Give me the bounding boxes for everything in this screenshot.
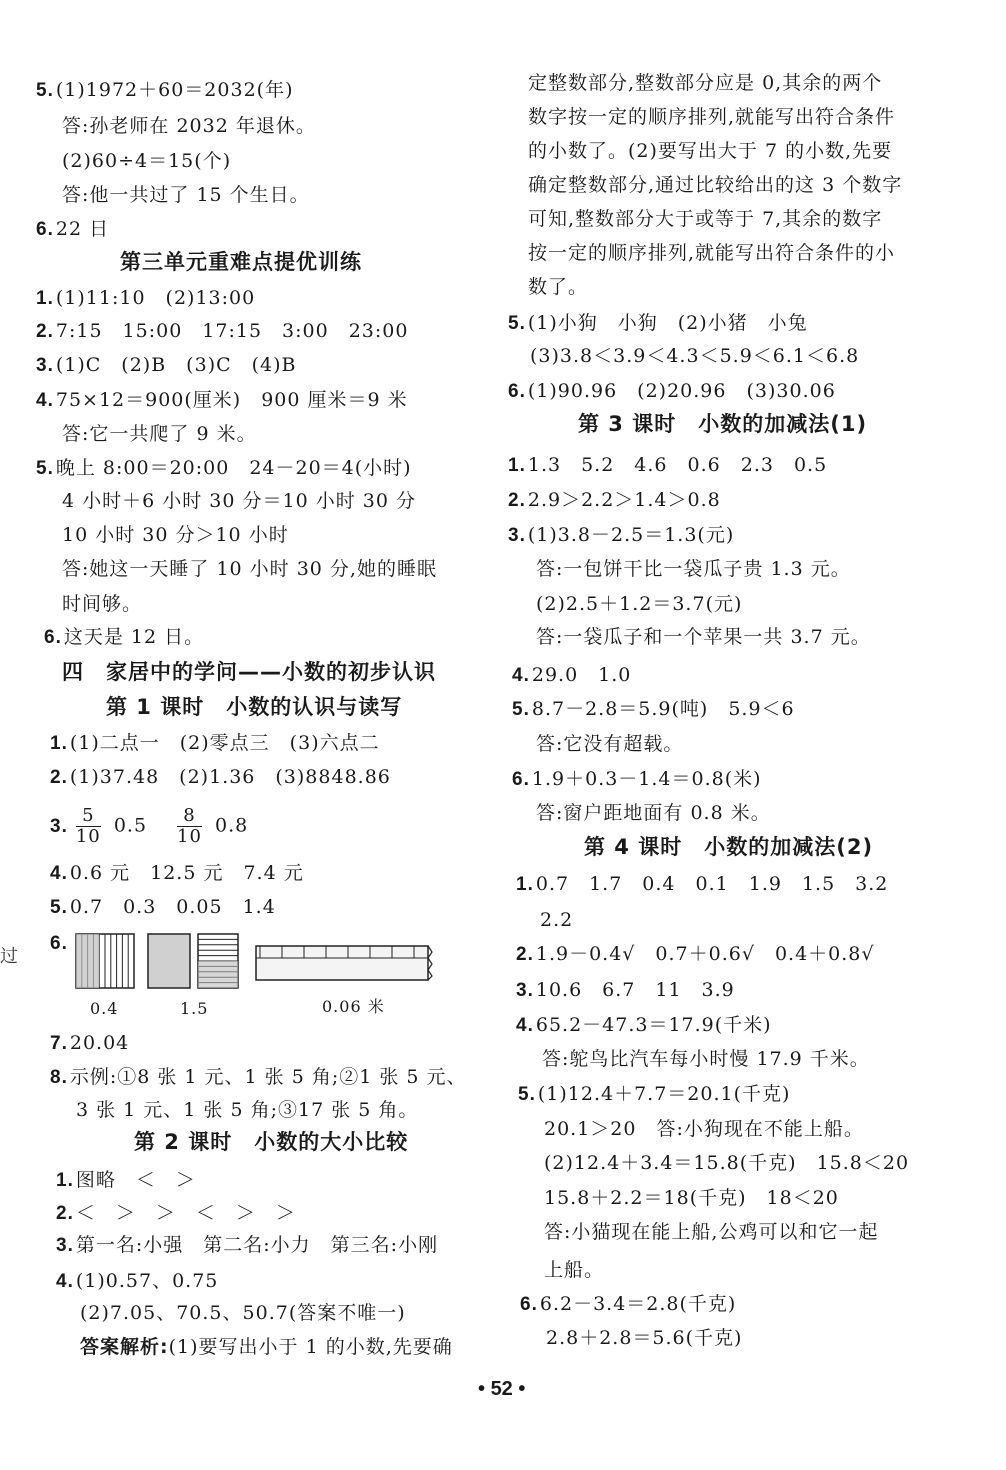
answer-line: 时间够。 <box>62 593 143 615</box>
answer-line: 5. 0.7 0.3 0.05 1.4 <box>50 896 276 918</box>
answer-line: 答:他一共过了 15 个生日。 <box>62 184 310 206</box>
answer-line: 4. 65.2－47.3＝17.9(千米) <box>516 1014 772 1036</box>
answer-line: 5. (1)1972＋60＝2032(年) <box>36 79 294 101</box>
section-heading: 第 2 课时 小数的大小比较 <box>134 1130 409 1154</box>
answer-line: 2. 7:15 15:00 17:15 3:00 23:00 <box>36 320 409 342</box>
answer-line: 4. 0.6 元 12.5 元 7.4 元 <box>50 862 304 884</box>
answer-line: 4. (1)0.57、0.75 <box>56 1270 219 1292</box>
decimal-figures <box>74 930 444 990</box>
answer-line: 1. 1.3 5.2 4.6 0.6 2.3 0.5 <box>508 454 828 476</box>
chapter-heading: 四 家居中的学问——小数的初步认识 <box>62 660 436 684</box>
answer-line: 3. 第一名:小强 第二名:小力 第三名:小刚 <box>56 1234 439 1256</box>
answer-line: 5. (1)小狗 小狗 (2)小猪 小兔 <box>508 312 808 334</box>
answer-line: 2.8＋2.8＝5.6(千克) <box>546 1327 743 1349</box>
answer-line: 2. (1)37.48 (2)1.36 (3)8848.86 <box>50 766 391 788</box>
answer-line: 6. <box>50 933 68 954</box>
answer-line: 答:窗户距地面有 0.8 米。 <box>536 802 771 824</box>
answer-line: (2)60÷4＝15(个) <box>62 150 232 172</box>
answer-line: 2.2 <box>540 909 574 931</box>
answer-line: 15.8＋2.2＝18(千克) 18＜20 <box>544 1187 839 1209</box>
answer-line: 4. 29.0 1.0 <box>512 664 632 686</box>
figure-caption: 0.4 <box>90 999 119 1018</box>
answer-line: 5. 晚上 8:00＝20:00 24－20＝4(小时) <box>36 457 412 479</box>
answer-line: 6. 1.9＋0.3－1.4＝0.8(米) <box>512 768 762 790</box>
answer-line: (2)7.05、70.5、50.7(答案不唯一) <box>80 1302 406 1324</box>
answer-line: 答:它没有超载。 <box>536 733 684 755</box>
answer-line: 3. 10.6 6.7 11 3.9 <box>516 979 735 1001</box>
answer-line: 答案解析:(1)要写出小于 1 的小数,先要确 <box>80 1336 453 1358</box>
answer-line: (3)3.8＜3.9＜4.3＜5.9＜6.1＜6.8 <box>530 345 860 367</box>
answer-line: 的小数了。(2)要写出大于 7 的小数,先要 <box>528 140 893 162</box>
section-heading: 第 4 课时 小数的加减法(2) <box>584 835 874 859</box>
answer-line: 2. 1.9－0.4√ 0.7＋0.6√ 0.4＋0.8√ <box>516 943 875 965</box>
section-heading: 第三单元重难点提优训练 <box>120 250 362 274</box>
section-heading: 第 3 课时 小数的加减法(1) <box>578 412 868 436</box>
grid-box-2 <box>148 934 190 988</box>
edge-text: 过 <box>0 946 18 967</box>
answer-line: 6. 22 日 <box>36 218 110 240</box>
answer-line: 答:一包饼干比一袋瓜子贵 1.3 元。 <box>536 558 851 580</box>
answer-line: 答:孙老师在 2032 年退休。 <box>62 115 316 137</box>
answer-line: 6. 这天是 12 日。 <box>44 626 205 648</box>
fraction: $\frac{8}{10}$ <box>177 805 202 847</box>
answer-line: 7. 20.04 <box>50 1032 130 1054</box>
answer-line: 答:一袋瓜子和一个苹果一共 3.7 元。 <box>536 626 871 648</box>
answer-line: 定整数部分,整数部分应是 0,其余的两个 <box>528 72 883 94</box>
answer-line: 数字按一定的顺序排列,就能写出符合条件 <box>528 106 896 128</box>
figure-caption: 1.5 <box>180 999 209 1018</box>
fraction: $\frac{5}{10}$ <box>75 805 101 847</box>
answer-line: 3. $\frac{5}{10}$ 0.5 $\frac{8}{10}$ 0.8 <box>50 805 249 847</box>
answer-line: 6. (1)90.96 (2)20.96 (3)30.06 <box>508 380 836 402</box>
answer-line: 2. ＜ ＞ ＞ ＜ ＞ ＞ <box>56 1202 296 1224</box>
answer-line: 3 张 1 元、1 张 5 角;③17 张 5 角。 <box>76 1099 419 1121</box>
answer-line: 8. 示例:①8 张 1 元、1 张 5 角;②1 张 5 元、 <box>50 1066 467 1088</box>
answer-line: 3. (1)C (2)B (3)C (4)B <box>36 354 297 376</box>
answer-line: 上船。 <box>544 1259 605 1281</box>
answer-line: 答:它一共爬了 9 米。 <box>62 423 257 445</box>
answer-line: 答:小猫现在能上船,公鸡可以和它一起 <box>544 1221 879 1243</box>
answer-line: 4. 75×12＝900(厘米) 900 厘米＝9 米 <box>36 389 408 411</box>
answer-line: 按一定的顺序排列,就能写出符合条件的小 <box>528 242 896 264</box>
answer-line: 确定整数部分,通过比较给出的这 3 个数字 <box>528 174 903 196</box>
answer-line: 10 小时 30 分＞10 小时 <box>62 524 289 546</box>
answer-line: 5. 8.7－2.8＝5.9(吨) 5.9＜6 <box>512 698 795 720</box>
section-heading: 第 1 课时 小数的认识与读写 <box>106 695 403 719</box>
answer-line: 1. 0.7 1.7 0.4 0.1 1.9 1.5 3.2 <box>516 873 889 895</box>
answer-line: (2)12.4＋3.4＝15.8(千克) 15.8＜20 <box>544 1152 910 1174</box>
answer-line: 答:鸵鸟比汽车每小时慢 17.9 千米。 <box>542 1048 870 1070</box>
answer-line: 数了。 <box>528 276 589 298</box>
answer-line: 20.1＞20 答:小狗现在不能上船。 <box>544 1118 864 1140</box>
answer-line: 2. 2.9＞2.2＞1.4＞0.8 <box>508 489 721 511</box>
answer-line: 4 小时＋6 小时 30 分＝10 小时 30 分 <box>62 490 416 512</box>
answer-line: 可知,整数部分大于或等于 7,其余的数字 <box>528 208 883 230</box>
answer-line: 6. 6.2－3.4＝2.8(千克) <box>520 1293 737 1315</box>
answer-line: 5. (1)12.4＋7.7＝20.1(千克) <box>518 1083 791 1105</box>
answer-line: 1. 图略 ＜ ＞ <box>56 1169 196 1191</box>
figure-caption: 0.06 米 <box>322 997 385 1016</box>
answer-line: 答:她这一天睡了 10 小时 30 分,她的睡眠 <box>62 558 437 580</box>
answer-line: 1. (1)11:10 (2)13:00 <box>36 287 256 309</box>
page-number: • 52 • <box>478 1378 526 1400</box>
answer-line: 1. (1)二点一 (2)零点三 (3)六点二 <box>50 732 380 754</box>
answer-line: 3. (1)3.8－2.5＝1.3(元) <box>508 524 735 546</box>
answer-line: (2)2.5＋1.2＝3.7(元) <box>536 593 743 615</box>
